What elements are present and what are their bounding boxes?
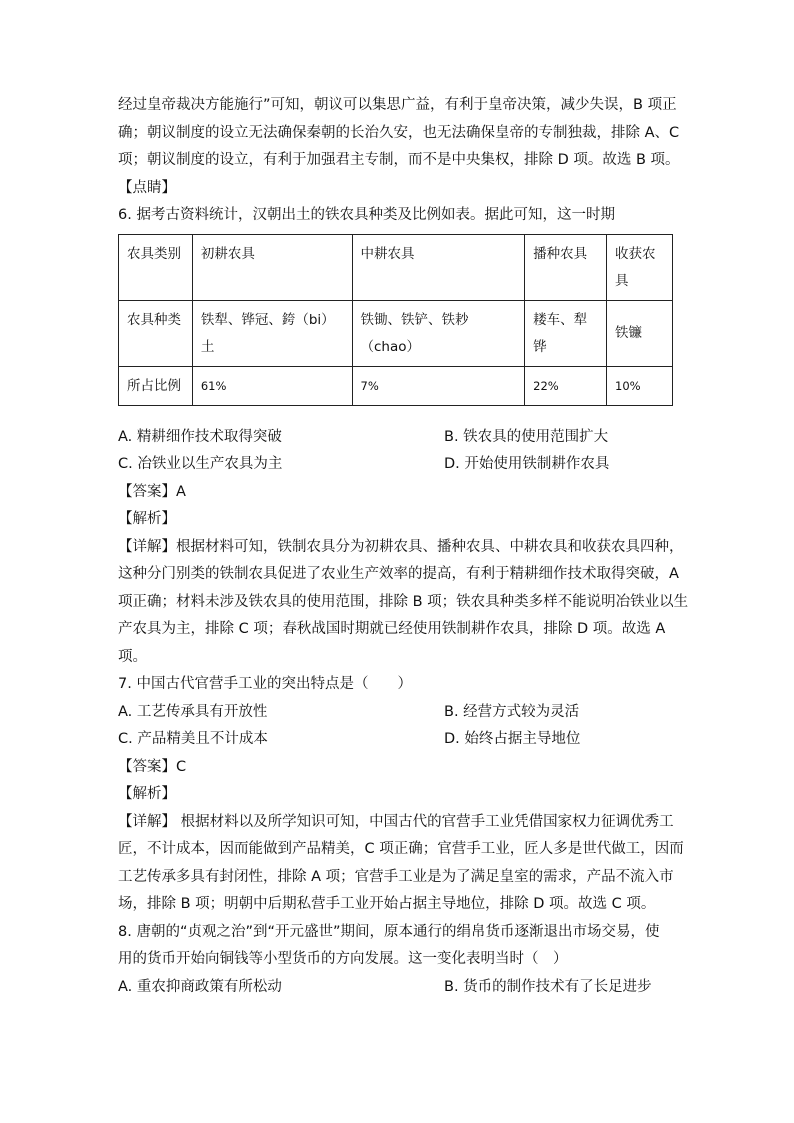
answer-label: 【答案】C: [118, 758, 187, 775]
analysis-label: 【解析】: [118, 511, 176, 527]
table-cell: 22%: [525, 366, 607, 405]
options-row: [118, 424, 678, 452]
analysis-label: 【解析】: [118, 786, 176, 802]
text-line: 项正确；材料未涉及铁农具的使用范围，排除 B 项；铁农具种类多样不能说明冶铁业以生: [118, 593, 689, 610]
table-cell: 铁犁、铧冠、銙（bi）土: [192, 300, 352, 366]
question-8-stem: 8. 唐朝的“贞观之治”到“开元盛世”期间，原本通行的绢帛货币逐渐退出市场交易，使: [118, 923, 660, 940]
answer-label: 【答案】A: [118, 483, 186, 500]
table-cell: 农具种类: [119, 300, 193, 366]
option-a: A. 重农抑商政策有所松动: [118, 978, 282, 995]
question-7-stem: 7. 中国古代官营手工业的突出特点是（ ）: [118, 676, 412, 692]
text-line: 这种分门别类的铁制农具促进了农业生产效率的提高，有利于精耕细作技术取得突破，A: [118, 566, 679, 582]
option-c: C. 产品精美且不计成本: [118, 731, 268, 747]
table-cell: 播种农具: [525, 234, 607, 300]
text-line: 【详解】根据材料可知，铁制农具分为初耕农具、播种农具、中耕农具和收获农具四种，: [118, 538, 684, 555]
text-line: 项；朝议制度的设立，有利于加强君主专制，而不是中央集权，排除 D 项。故选 B 项。: [118, 152, 680, 168]
options-row: [118, 699, 678, 727]
table-cell: 61%: [192, 366, 352, 405]
table-cell: 10%: [607, 366, 673, 405]
option-d: D. 开始使用铁制耕作农具: [444, 456, 610, 472]
table-cell: 中耕农具: [352, 234, 525, 300]
option-d: D. 始终占据主导地位: [444, 731, 581, 747]
question-6-stem: 6. 据考古资料统计，汉朝出土的铁农具种类及比例如表。据此可知，这一时期: [118, 207, 615, 223]
table-row: [119, 366, 673, 405]
table-cell: 收获农具: [607, 234, 673, 300]
option-a: A. 精耕细作技术取得突破: [118, 428, 282, 445]
table-cell: 农具类别: [119, 234, 193, 300]
text-line: 工艺传承多具有封闭性，排除 A 项；官营手工业是为了满足皇室的需求，产品不流入市: [118, 868, 674, 885]
options-row: [118, 451, 678, 479]
farm-tools-table: [118, 234, 673, 406]
text-line: 确；朝议制度的设立无法确保秦朝的长治久安，也无法确保皇帝的专制独裁，排除 A、C: [118, 124, 680, 141]
table-cell: 初耕农具: [192, 234, 352, 300]
text-line: 场，排除 B 项；明朝中后期私营手工业开始占据主导地位，排除 D 项。故选 C 项。: [118, 896, 656, 912]
options-row: [118, 726, 678, 754]
options-row: [118, 974, 678, 1002]
text-line: 用的货币开始向铜钱等小型货币的方向发展。这一变化表明当时（ ）: [118, 951, 568, 967]
option-c: C. 冶铁业以生产农具为主: [118, 456, 283, 472]
option-b: B. 货币的制作技术有了长足进步: [444, 978, 652, 995]
table-cell: 铁锄、铁铲、铁耖（chao）: [352, 300, 525, 366]
table-cell: 铁镰: [607, 300, 673, 366]
table-row: [119, 300, 673, 366]
table-cell: 所占比例: [119, 366, 193, 405]
option-b: B. 经营方式较为灵活: [444, 703, 580, 720]
text-line: 【详解】 根据材料以及所学知识可知，中国古代的官营手工业凭借国家权力征调优秀工: [118, 813, 674, 830]
text-line: 经过皇帝裁决方能施行”可知，朝议可以集思广益，有利于皇帝决策，减少失误，B 项正: [118, 97, 677, 113]
section-label: 【点睛】: [118, 179, 176, 196]
option-b: B. 铁农具的使用范围扩大: [444, 428, 609, 445]
table-row: [119, 234, 673, 300]
text-line: 匠，不计成本，因而能做到产品精美，C 项正确；官营手工业，匠人多是世代做工，因而: [118, 841, 684, 857]
text-line: 项。: [118, 648, 147, 665]
table-cell: 7%: [352, 366, 525, 405]
text-line: 产农具为主，排除 C 项；春秋战国时期就已经使用铁制耕作农具，排除 D 项。故选 A: [118, 621, 666, 637]
table-cell: 耧车、犁铧: [525, 300, 607, 366]
option-a: A. 工艺传承具有开放性: [118, 703, 268, 720]
document-page: [118, 92, 689, 1001]
